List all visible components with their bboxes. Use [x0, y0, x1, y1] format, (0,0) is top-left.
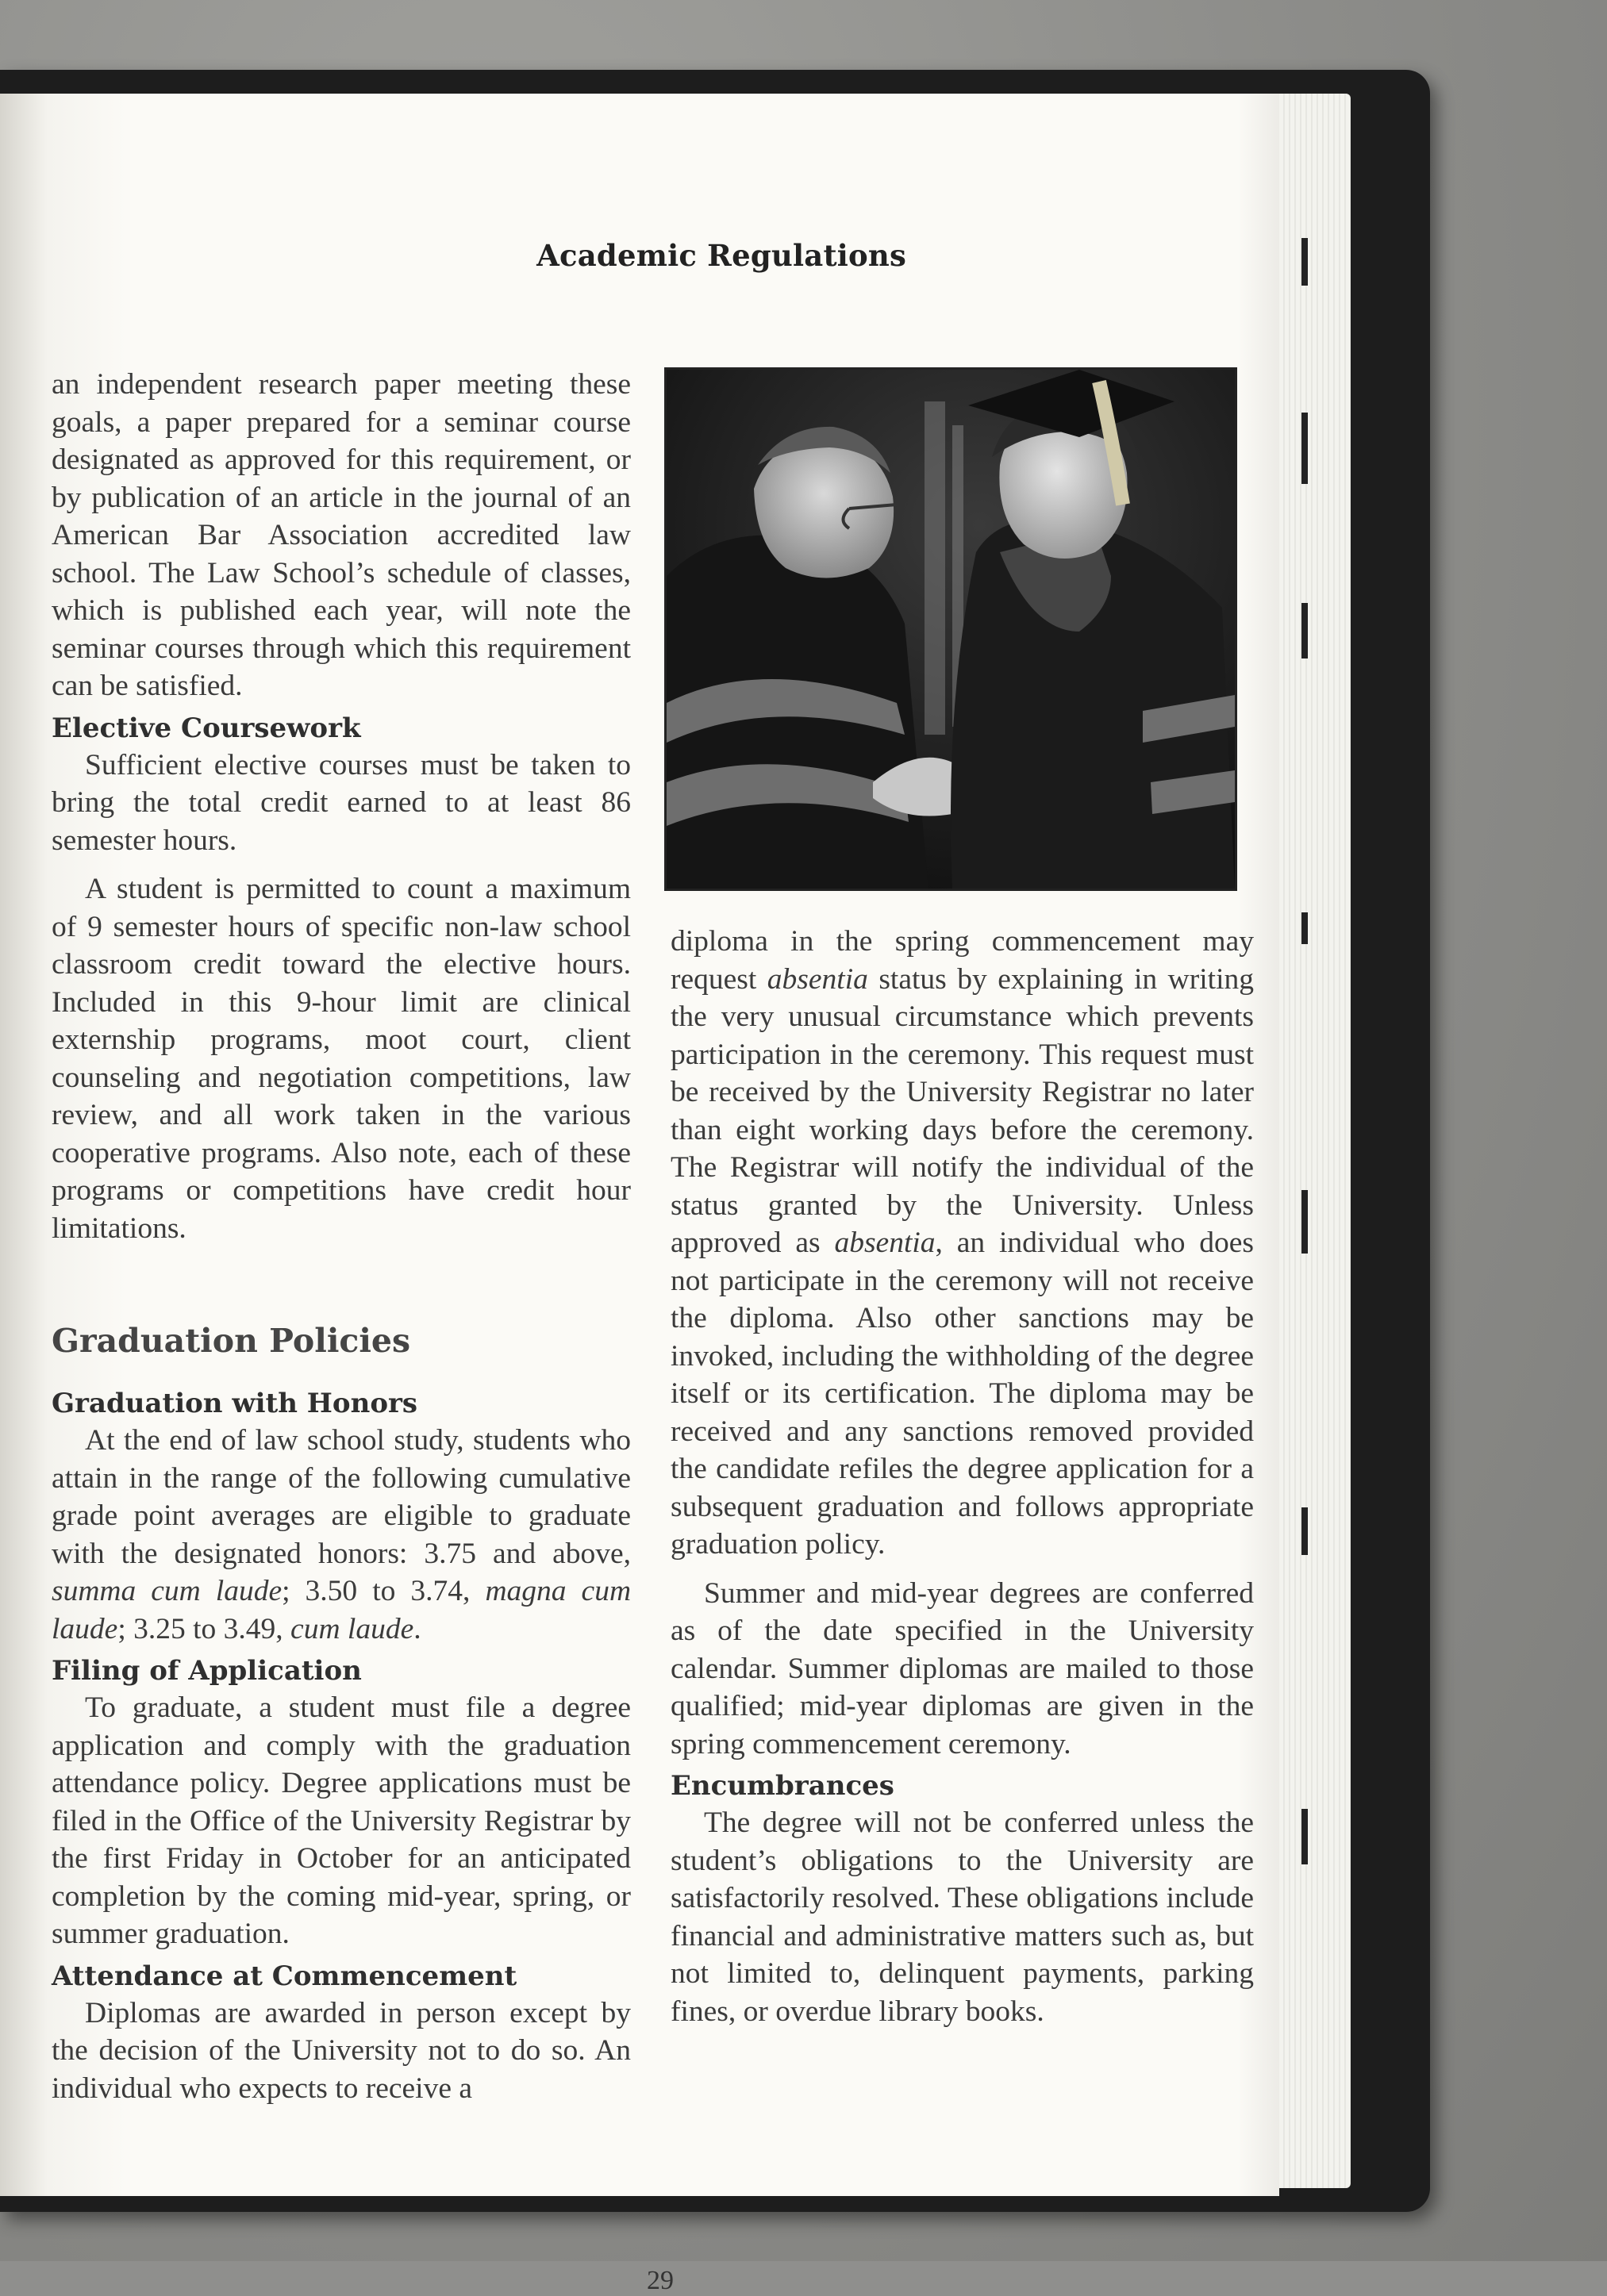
- book-page: [0, 94, 1279, 2295]
- honors-mid-2: ; 3.25 to 3.49,: [117, 1612, 283, 1645]
- honors-mid-1: ; 3.50 to 3.74,: [282, 1575, 471, 1607]
- edge-tab: [1301, 413, 1308, 484]
- summer-degrees-paragraph: Summer and mid-year degrees are conferred as of the date specified in the University calendar. Summer diplomas are mailed to those qualified; mid-year diplomas are given in the spring commencement ceremony.: [671, 1576, 1254, 1760]
- elective-coursework-heading: Elective Coursework: [52, 712, 361, 744]
- absentia-text-a: diploma in the spring commencement may request: [671, 925, 1254, 996]
- filing-paragraph: To graduate, a student must file a degree application and comply with the graduation attendance policy. Degree applications must be filed in the Office of the University Registrar by the first Friday in October for an anticipated completion by the coming mid-year, spring, or summer graduation.: [52, 1691, 631, 1950]
- absentia-term-1: absentia: [767, 962, 868, 996]
- cum-laude: cum laude: [290, 1612, 414, 1645]
- commencement-photo: [664, 367, 1237, 891]
- summa-cum-laude: summa cum laude: [52, 1575, 283, 1607]
- absentia-text-b: status by explaining in writing the very unusual circumstance which prevents participation in the ceremony. This request must be received by the University Registrar no later than eight working days before the ceremony. The Registrar will notify the individual of the status granted by the University. Unless approved as: [671, 962, 1254, 1259]
- honors-text: At the end of law school study, students who attain in the range of the following cumulative grade point averages are eligible to graduate with the designated honors: 3.75 and above,: [52, 1424, 631, 1570]
- attendance-commencement-heading: Attendance at Commencement: [52, 1960, 517, 1992]
- encumbrances-paragraph: The degree will not be conferred unless the student’s obligations to the University are satisfactorily resolved. These obligations include financial and administrative matters such as, but not limited to, delinquent payments, parking fines, or overdue library books.: [671, 1806, 1254, 2028]
- graduation-policies-heading: Graduation Policies: [52, 1322, 411, 1360]
- absentia-term-2: absentia: [834, 1227, 936, 1259]
- elective-paragraph-1: Sufficient elective courses must be taken to bring the total credit earned to at least 86 semester hours.: [52, 748, 631, 857]
- honors-paragraph: [52, 1422, 631, 1648]
- intro-paragraph: an independent research paper meeting these goals, a paper prepared for a seminar course designated as approved for this requirement, or by publication of an article in the journal of an American Bar Association accredited law school. The Law School’s schedule of classes, which is published each year, will note the seminar courses through which this requirement can be satisfied.: [52, 368, 631, 702]
- edge-tab: [1301, 1507, 1308, 1555]
- attendance-paragraph: Diplomas are awarded in person except by the decision of the University not to do so. An individual who expects to receive a: [52, 1996, 631, 2105]
- edge-tab: [1301, 1809, 1308, 1864]
- elective-paragraph-2: A student is permitted to count a maximum of 9 semester hours of specific non-law school classroom credit toward the elective hours. Included in this 9-hour limit are clinical externship programs, moot court, client counseling and negotiation competitions, law review, and all work taken in the various cooperative programs. Also note, each of these programs or competitions have credit hour limitations.: [52, 873, 631, 1245]
- edge-tab: [1301, 912, 1308, 944]
- edge-tab: [1301, 1190, 1308, 1254]
- page-block-edge: [1279, 94, 1351, 2188]
- left-column: [52, 366, 631, 2107]
- absentia-text-c: , an individual who does not participate in the ceremony will not receive the diploma. Also other sanctions may be invoked, including the withholding of the degree itself or its certification. The diploma may be received and any sanctions removed provided the candidate refiles the degree application for a subsequent graduation and follows appropriate graduation policy.: [671, 1227, 1255, 1561]
- commencement-photo-art: [667, 370, 1235, 889]
- honors-end: .: [413, 1612, 421, 1645]
- right-column: [671, 923, 1254, 2030]
- magna-cum-laude: magna cum laude: [52, 1575, 632, 1645]
- encumbrances-heading: Encumbrances: [671, 1770, 894, 1802]
- edge-tab: [1301, 603, 1308, 658]
- absentia-paragraph: [671, 923, 1254, 1564]
- graduation-honors-heading: Graduation with Honors: [52, 1388, 418, 1419]
- edge-tab: [1301, 238, 1308, 286]
- running-head: Academic Regulations: [536, 238, 906, 273]
- filing-application-heading: Filing of Application: [52, 1655, 362, 1687]
- page-number: 29: [647, 2266, 674, 2295]
